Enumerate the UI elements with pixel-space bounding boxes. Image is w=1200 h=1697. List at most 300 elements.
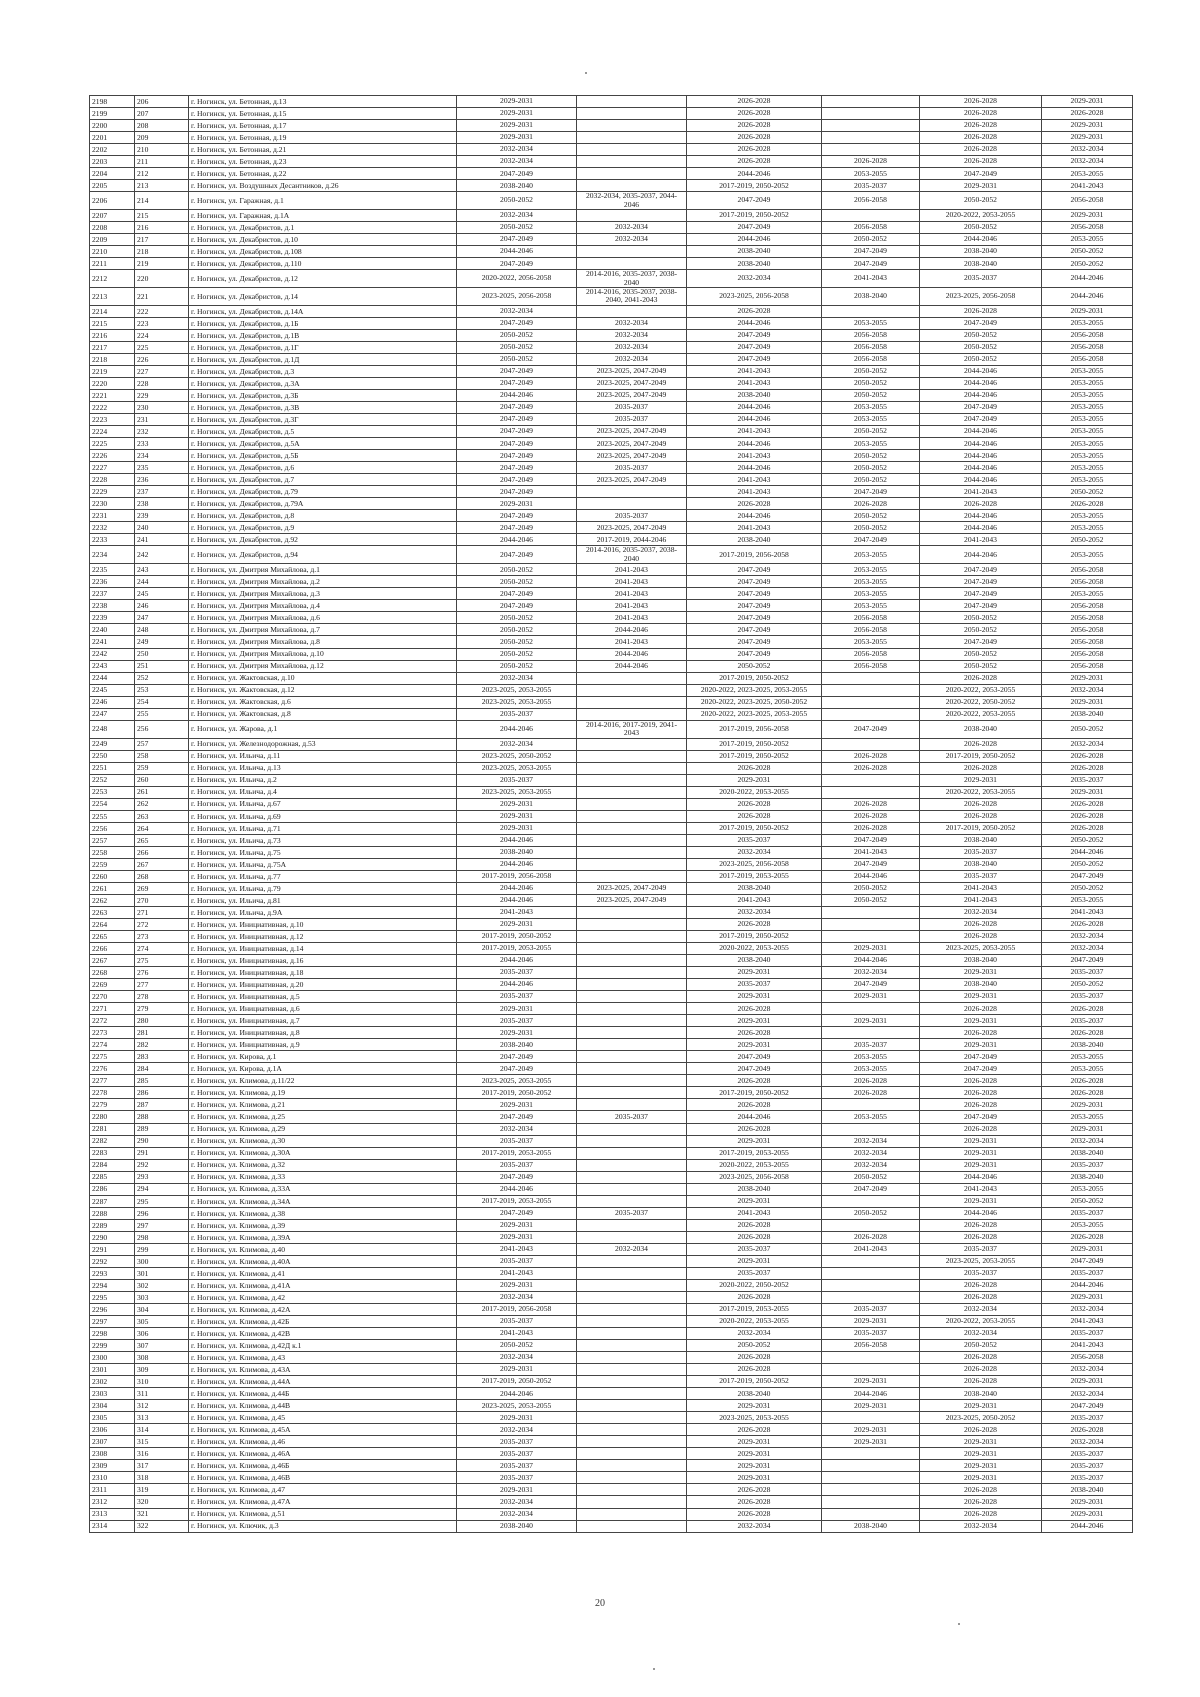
period-cell-6: 2026-2028 (1042, 1003, 1133, 1015)
table-row (90, 1376, 1133, 1388)
item-number: 226 (135, 353, 189, 365)
item-number: 283 (135, 1051, 189, 1063)
row-number: 2201 (90, 132, 135, 144)
address-cell: г. Ногинск, ул. Климова, д.42А (189, 1303, 457, 1315)
item-number: 318 (135, 1472, 189, 1484)
row-number: 2295 (90, 1291, 135, 1303)
row-number: 2276 (90, 1063, 135, 1075)
period-cell-6: 2053-2055 (1042, 168, 1133, 180)
period-cell-6: 2053-2055 (1042, 402, 1133, 414)
period-cell-6: 2026-2028 (1042, 108, 1133, 120)
period-cell-6: 2050-2052 (1042, 486, 1133, 498)
item-number: 229 (135, 390, 189, 402)
address-cell: г. Ногинск, ул. Климова, д.46А (189, 1448, 457, 1460)
item-number: 311 (135, 1388, 189, 1400)
period-cell-5: 2026-2028 (920, 672, 1042, 684)
period-cell-1: 2041-2043 (457, 1328, 577, 1340)
period-cell-4: 2026-2028 (822, 762, 920, 774)
period-cell-5: 2026-2028 (920, 1352, 1042, 1364)
table-row (90, 1099, 1133, 1111)
table-row (90, 750, 1133, 762)
row-number: 2297 (90, 1316, 135, 1328)
period-cell-4: 2050-2052 (822, 510, 920, 522)
table-row (90, 144, 1133, 156)
period-cell-6: 2035-2037 (1042, 1328, 1133, 1340)
table-row (90, 684, 1133, 696)
address-cell: г. Ногинск, ул. Климова, д.40 (189, 1243, 457, 1255)
period-cell-3: 2026-2028 (687, 498, 822, 510)
period-cell-6: 2050-2052 (1042, 720, 1133, 738)
item-number: 275 (135, 955, 189, 967)
period-cell-6: 2035-2037 (1042, 967, 1133, 979)
period-cell-1: 2044-2046 (457, 720, 577, 738)
address-cell: г. Ногинск, ул. Климова, д.42В (189, 1328, 457, 1340)
period-cell-2: 2023-2025, 2047-2049 (577, 522, 687, 534)
item-number: 257 (135, 738, 189, 750)
period-cell-6: 2053-2055 (1042, 1219, 1133, 1231)
period-cell-4: 2047-2049 (822, 246, 920, 258)
period-cell-4 (822, 144, 920, 156)
address-cell: г. Ногинск, ул. Декабристов, д.5Б (189, 450, 457, 462)
period-cell-4: 2026-2028 (822, 798, 920, 810)
row-number: 2306 (90, 1424, 135, 1436)
period-cell-4: 2053-2055 (822, 402, 920, 414)
item-number: 271 (135, 906, 189, 918)
period-cell-1: 2017-2019, 2050-2052 (457, 1376, 577, 1388)
address-cell: г. Ногинск, ул. Жарова, д.1 (189, 720, 457, 738)
period-cell-3: 2032-2034 (687, 906, 822, 918)
period-cell-2 (577, 1159, 687, 1171)
period-cell-1: 2044-2046 (457, 390, 577, 402)
period-cell-6: 2029-2031 (1042, 1508, 1133, 1520)
address-cell: г. Ногинск, ул. Гаражная, д.1 (189, 192, 457, 210)
period-cell-3: 2044-2046 (687, 510, 822, 522)
period-cell-2: 2023-2025, 2047-2049 (577, 390, 687, 402)
table-row (90, 624, 1133, 636)
period-cell-6: 2035-2037 (1042, 774, 1133, 786)
table-row (90, 991, 1133, 1003)
table-row (90, 1424, 1133, 1436)
address-cell: г. Ногинск, ул. Декабристов, д.110 (189, 258, 457, 270)
row-number: 2218 (90, 353, 135, 365)
period-cell-1: 2047-2049 (457, 522, 577, 534)
period-cell-5: 2044-2046 (920, 510, 1042, 522)
item-number: 233 (135, 438, 189, 450)
period-cell-4: 2050-2052 (822, 894, 920, 906)
period-cell-5: 2050-2052 (920, 648, 1042, 660)
document-page (89, 95, 1132, 1533)
row-number: 2257 (90, 834, 135, 846)
item-number: 258 (135, 750, 189, 762)
address-cell: г. Ногинск, ул. Инициативная, д.10 (189, 918, 457, 930)
address-cell: г. Ногинск, ул. Ильича, д.77 (189, 870, 457, 882)
period-cell-2 (577, 1424, 687, 1436)
period-cell-2 (577, 786, 687, 798)
period-cell-5: 2044-2046 (920, 378, 1042, 390)
row-number: 2305 (90, 1412, 135, 1424)
row-number: 2209 (90, 234, 135, 246)
period-cell-6: 2053-2055 (1042, 1051, 1133, 1063)
period-cell-2: 2032-2034 (577, 341, 687, 353)
item-number: 252 (135, 672, 189, 684)
period-cell-3: 2026-2028 (687, 108, 822, 120)
period-cell-4 (822, 305, 920, 317)
period-cell-1: 2035-2037 (457, 708, 577, 720)
table-row (90, 1436, 1133, 1448)
period-cell-5: 2038-2040 (920, 246, 1042, 258)
period-cell-2: 2035-2037 (577, 414, 687, 426)
table-row (90, 317, 1133, 329)
row-number: 2205 (90, 180, 135, 192)
item-number: 308 (135, 1352, 189, 1364)
table-row (90, 180, 1133, 192)
period-cell-5: 2023-2025, 2053-2055 (920, 1255, 1042, 1267)
period-cell-3: 2017-2019, 2050-2052 (687, 210, 822, 222)
period-cell-5: 2050-2052 (920, 192, 1042, 210)
period-cell-3: 2044-2046 (687, 414, 822, 426)
row-number: 2222 (90, 402, 135, 414)
table-row (90, 341, 1133, 353)
period-cell-2 (577, 1063, 687, 1075)
address-cell: г. Ногинск, ул. Климова, д.45А (189, 1424, 457, 1436)
table-row (90, 1267, 1133, 1279)
period-cell-4: 2035-2037 (822, 1328, 920, 1340)
period-cell-3: 2017-2019, 2053-2055 (687, 870, 822, 882)
period-cell-5: 2020-2022, 2053-2055 (920, 210, 1042, 222)
row-number: 2314 (90, 1520, 135, 1532)
period-cell-4 (822, 1279, 920, 1291)
row-number: 2264 (90, 918, 135, 930)
row-number: 2245 (90, 684, 135, 696)
period-cell-1: 2050-2052 (457, 612, 577, 624)
row-number: 2240 (90, 624, 135, 636)
item-number: 314 (135, 1424, 189, 1436)
scan-speck (653, 1668, 655, 1670)
period-cell-4 (822, 708, 920, 720)
address-cell: г. Ногинск, ул. Климова, д.39А (189, 1231, 457, 1243)
table-row (90, 258, 1133, 270)
period-cell-6: 2029-2031 (1042, 305, 1133, 317)
period-cell-4 (822, 906, 920, 918)
item-number: 240 (135, 522, 189, 534)
period-cell-6: 2050-2052 (1042, 979, 1133, 991)
period-cell-6: 2047-2049 (1042, 1255, 1133, 1267)
period-cell-2 (577, 1388, 687, 1400)
period-cell-5: 2035-2037 (920, 870, 1042, 882)
period-cell-2 (577, 258, 687, 270)
table-row (90, 1352, 1133, 1364)
address-cell: г. Ногинск, ул. Ильича, д.81 (189, 894, 457, 906)
table-row (90, 1255, 1133, 1267)
period-cell-2: 2041-2043 (577, 576, 687, 588)
item-number: 274 (135, 943, 189, 955)
row-number: 2302 (90, 1376, 135, 1388)
table-row (90, 1520, 1133, 1532)
row-number: 2221 (90, 390, 135, 402)
item-number: 316 (135, 1448, 189, 1460)
item-number: 285 (135, 1075, 189, 1087)
address-cell: г. Ногинск, ул. Декабристов, д.3Б (189, 390, 457, 402)
period-cell-5: 2032-2034 (920, 906, 1042, 918)
period-cell-5: 2044-2046 (920, 438, 1042, 450)
period-cell-3: 2047-2049 (687, 192, 822, 210)
address-cell: г. Ногинск, ул. Декабристов, д.10 (189, 234, 457, 246)
period-cell-2: 2014-2016, 2035-2037, 2038-2040, 2041-2043 (577, 288, 687, 306)
period-cell-1: 2023-2025, 2050-2052 (457, 750, 577, 762)
period-cell-2 (577, 1267, 687, 1279)
period-cell-5: 2044-2046 (920, 426, 1042, 438)
period-cell-4: 2053-2055 (822, 1063, 920, 1075)
period-cell-1: 2047-2049 (457, 1051, 577, 1063)
period-cell-3: 2026-2028 (687, 156, 822, 168)
address-cell: г. Ногинск, ул. Климова, д.42Д к.1 (189, 1340, 457, 1352)
period-cell-6: 2032-2034 (1042, 943, 1133, 955)
address-cell: г. Ногинск, ул. Климова, д.41А (189, 1279, 457, 1291)
period-cell-2: 2017-2019, 2044-2046 (577, 534, 687, 546)
period-cell-4: 2053-2055 (822, 546, 920, 564)
item-number: 232 (135, 426, 189, 438)
address-cell: г. Ногинск, ул. Климова, д.44В (189, 1400, 457, 1412)
table-row (90, 1051, 1133, 1063)
period-cell-2: 2014-2016, 2017-2019, 2041-2043 (577, 720, 687, 738)
period-cell-4: 2047-2049 (822, 979, 920, 991)
period-cell-5: 2035-2037 (920, 1243, 1042, 1255)
period-cell-4: 2029-2031 (822, 943, 920, 955)
item-number: 249 (135, 636, 189, 648)
period-cell-6: 2026-2028 (1042, 498, 1133, 510)
item-number: 266 (135, 846, 189, 858)
item-number: 208 (135, 120, 189, 132)
period-cell-1: 2047-2049 (457, 1063, 577, 1075)
period-cell-6: 2056-2058 (1042, 600, 1133, 612)
period-cell-2: 2035-2037 (577, 462, 687, 474)
period-cell-5: 2026-2028 (920, 1219, 1042, 1231)
item-number: 290 (135, 1135, 189, 1147)
period-cell-1: 2017-2019, 2056-2058 (457, 1303, 577, 1315)
period-cell-6: 2035-2037 (1042, 1159, 1133, 1171)
table-row (90, 955, 1133, 967)
period-cell-2 (577, 1303, 687, 1315)
item-number: 234 (135, 450, 189, 462)
period-cell-5: 2047-2049 (920, 402, 1042, 414)
item-number: 267 (135, 858, 189, 870)
period-cell-6: 2053-2055 (1042, 450, 1133, 462)
item-number: 298 (135, 1231, 189, 1243)
row-number: 2275 (90, 1051, 135, 1063)
item-number: 286 (135, 1087, 189, 1099)
period-cell-4: 2050-2052 (822, 1207, 920, 1219)
period-cell-6: 2029-2031 (1042, 1376, 1133, 1388)
row-number: 2203 (90, 156, 135, 168)
period-cell-6: 2053-2055 (1042, 1183, 1133, 1195)
address-cell: г. Ногинск, ул. Декабристов, д.1Д (189, 353, 457, 365)
table-row (90, 943, 1133, 955)
period-cell-5: 2029-2031 (920, 1460, 1042, 1472)
item-number: 236 (135, 474, 189, 486)
period-cell-6: 2032-2034 (1042, 1436, 1133, 1448)
period-cell-2 (577, 108, 687, 120)
address-cell: г. Ногинск, ул. Ильича, д.75А (189, 858, 457, 870)
period-cell-1: 2047-2049 (457, 258, 577, 270)
row-number: 2223 (90, 414, 135, 426)
period-cell-6: 2053-2055 (1042, 234, 1133, 246)
period-cell-2: 2023-2025, 2047-2049 (577, 450, 687, 462)
period-cell-2 (577, 1231, 687, 1243)
table-row (90, 870, 1133, 882)
address-cell: г. Ногинск, ул. Гаражная, д.1А (189, 210, 457, 222)
period-cell-6: 2026-2028 (1042, 1231, 1133, 1243)
period-cell-4 (822, 120, 920, 132)
item-number: 269 (135, 882, 189, 894)
period-cell-4 (822, 918, 920, 930)
item-number: 253 (135, 684, 189, 696)
period-cell-6: 2056-2058 (1042, 636, 1133, 648)
table-row (90, 918, 1133, 930)
row-number: 2236 (90, 576, 135, 588)
period-cell-3: 2038-2040 (687, 258, 822, 270)
address-cell: г. Ногинск, ул. Дмитрия Михайлова, д.10 (189, 648, 457, 660)
period-cell-3: 2032-2034 (687, 1520, 822, 1532)
period-cell-4: 2056-2058 (822, 612, 920, 624)
period-cell-1: 2029-2031 (457, 918, 577, 930)
row-number: 2254 (90, 798, 135, 810)
address-cell: г. Ногинск, ул. Декабристов, д.1Б (189, 317, 457, 329)
period-cell-4 (822, 1352, 920, 1364)
period-cell-2: 2023-2025, 2047-2049 (577, 438, 687, 450)
period-cell-1: 2017-2019, 2056-2058 (457, 870, 577, 882)
table-row (90, 120, 1133, 132)
address-cell: г. Ногинск, ул. Декабристов, д.8 (189, 510, 457, 522)
period-cell-4: 2035-2037 (822, 1039, 920, 1051)
period-cell-3: 2029-2031 (687, 1400, 822, 1412)
period-cell-5: 2029-2031 (920, 1147, 1042, 1159)
period-cell-2 (577, 1484, 687, 1496)
row-number: 2198 (90, 96, 135, 108)
period-cell-2 (577, 180, 687, 192)
period-cell-6: 2026-2028 (1042, 810, 1133, 822)
period-cell-4: 2053-2055 (822, 576, 920, 588)
period-cell-2 (577, 1135, 687, 1147)
table-row (90, 1388, 1133, 1400)
period-cell-5: 2050-2052 (920, 660, 1042, 672)
period-cell-6: 2029-2031 (1042, 1243, 1133, 1255)
period-cell-1: 2047-2049 (457, 546, 577, 564)
table-row (90, 1159, 1133, 1171)
period-cell-4 (822, 210, 920, 222)
period-cell-2: 2032-2034 (577, 317, 687, 329)
item-number: 231 (135, 414, 189, 426)
table-row (90, 222, 1133, 234)
address-cell: г. Ногинск, ул. Ключик, д.3 (189, 1520, 457, 1532)
table-row (90, 414, 1133, 426)
period-cell-2 (577, 1075, 687, 1087)
period-cell-6: 2056-2058 (1042, 341, 1133, 353)
address-cell: г. Ногинск, ул. Декабристов, д.5А (189, 438, 457, 450)
period-cell-2 (577, 1015, 687, 1027)
period-cell-2 (577, 1027, 687, 1039)
period-cell-5: 2020-2022, 2053-2055 (920, 1316, 1042, 1328)
period-cell-3: 2026-2028 (687, 1424, 822, 1436)
period-cell-3: 2017-2019, 2050-2052 (687, 180, 822, 192)
period-cell-4: 2053-2055 (822, 600, 920, 612)
period-cell-3: 2023-2025, 2056-2058 (687, 288, 822, 306)
period-cell-3: 2020-2022, 2053-2055 (687, 1316, 822, 1328)
period-cell-1: 2047-2049 (457, 414, 577, 426)
period-cell-5: 2026-2028 (920, 1484, 1042, 1496)
period-cell-5: 2026-2028 (920, 762, 1042, 774)
table-row (90, 1147, 1133, 1159)
period-cell-3: 2029-2031 (687, 774, 822, 786)
period-cell-5: 2020-2022, 2053-2055 (920, 708, 1042, 720)
period-cell-1: 2029-2031 (457, 120, 577, 132)
period-cell-5: 2026-2028 (920, 1231, 1042, 1243)
row-number: 2284 (90, 1159, 135, 1171)
item-number: 223 (135, 317, 189, 329)
period-cell-1: 2050-2052 (457, 192, 577, 210)
period-cell-5: 2029-2031 (920, 1448, 1042, 1460)
period-cell-6: 2047-2049 (1042, 870, 1133, 882)
address-cell: г. Ногинск, ул. Климова, д.51 (189, 1508, 457, 1520)
period-cell-6: 2053-2055 (1042, 414, 1133, 426)
period-cell-3: 2047-2049 (687, 612, 822, 624)
row-number: 2267 (90, 955, 135, 967)
period-cell-4 (822, 738, 920, 750)
row-number: 2285 (90, 1171, 135, 1183)
period-cell-5: 2047-2049 (920, 600, 1042, 612)
address-cell: г. Ногинск, ул. Ильича, д.75 (189, 846, 457, 858)
period-cell-4 (822, 1484, 920, 1496)
item-number: 300 (135, 1255, 189, 1267)
item-number: 301 (135, 1267, 189, 1279)
period-cell-4 (822, 1099, 920, 1111)
row-number: 2259 (90, 858, 135, 870)
row-number: 2283 (90, 1147, 135, 1159)
address-cell: г. Ногинск, ул. Бетонная, д.23 (189, 156, 457, 168)
period-cell-3: 2047-2049 (687, 600, 822, 612)
table-row (90, 1328, 1133, 1340)
period-cell-1: 2050-2052 (457, 564, 577, 576)
table-row (90, 588, 1133, 600)
period-cell-3: 2026-2028 (687, 1219, 822, 1231)
period-cell-4: 2050-2052 (822, 390, 920, 402)
period-cell-4: 2041-2043 (822, 846, 920, 858)
address-cell: г. Ногинск, ул. Декабристов, д.7 (189, 474, 457, 486)
period-cell-1: 2029-2031 (457, 822, 577, 834)
row-number: 2271 (90, 1003, 135, 1015)
period-cell-4: 2056-2058 (822, 329, 920, 341)
period-cell-5: 2050-2052 (920, 1340, 1042, 1352)
period-cell-6: 2026-2028 (1042, 1424, 1133, 1436)
table-row (90, 822, 1133, 834)
period-cell-2 (577, 1520, 687, 1532)
period-cell-1: 2047-2049 (457, 1171, 577, 1183)
period-cell-1: 2029-2031 (457, 1231, 577, 1243)
period-cell-1: 2017-2019, 2050-2052 (457, 931, 577, 943)
period-cell-4: 2053-2055 (822, 588, 920, 600)
period-cell-5: 2032-2034 (920, 1303, 1042, 1315)
period-cell-1: 2023-2025, 2053-2055 (457, 1400, 577, 1412)
period-cell-4: 2056-2058 (822, 353, 920, 365)
period-cell-1: 2047-2049 (457, 474, 577, 486)
period-cell-4 (822, 1219, 920, 1231)
period-cell-5: 2026-2028 (920, 1027, 1042, 1039)
period-cell-2 (577, 1255, 687, 1267)
row-number: 2225 (90, 438, 135, 450)
address-cell: г. Ногинск, ул. Климова, д.43 (189, 1352, 457, 1364)
address-cell: г. Ногинск, ул. Ильича, д.13 (189, 762, 457, 774)
table-row (90, 708, 1133, 720)
period-cell-1: 2047-2049 (457, 462, 577, 474)
